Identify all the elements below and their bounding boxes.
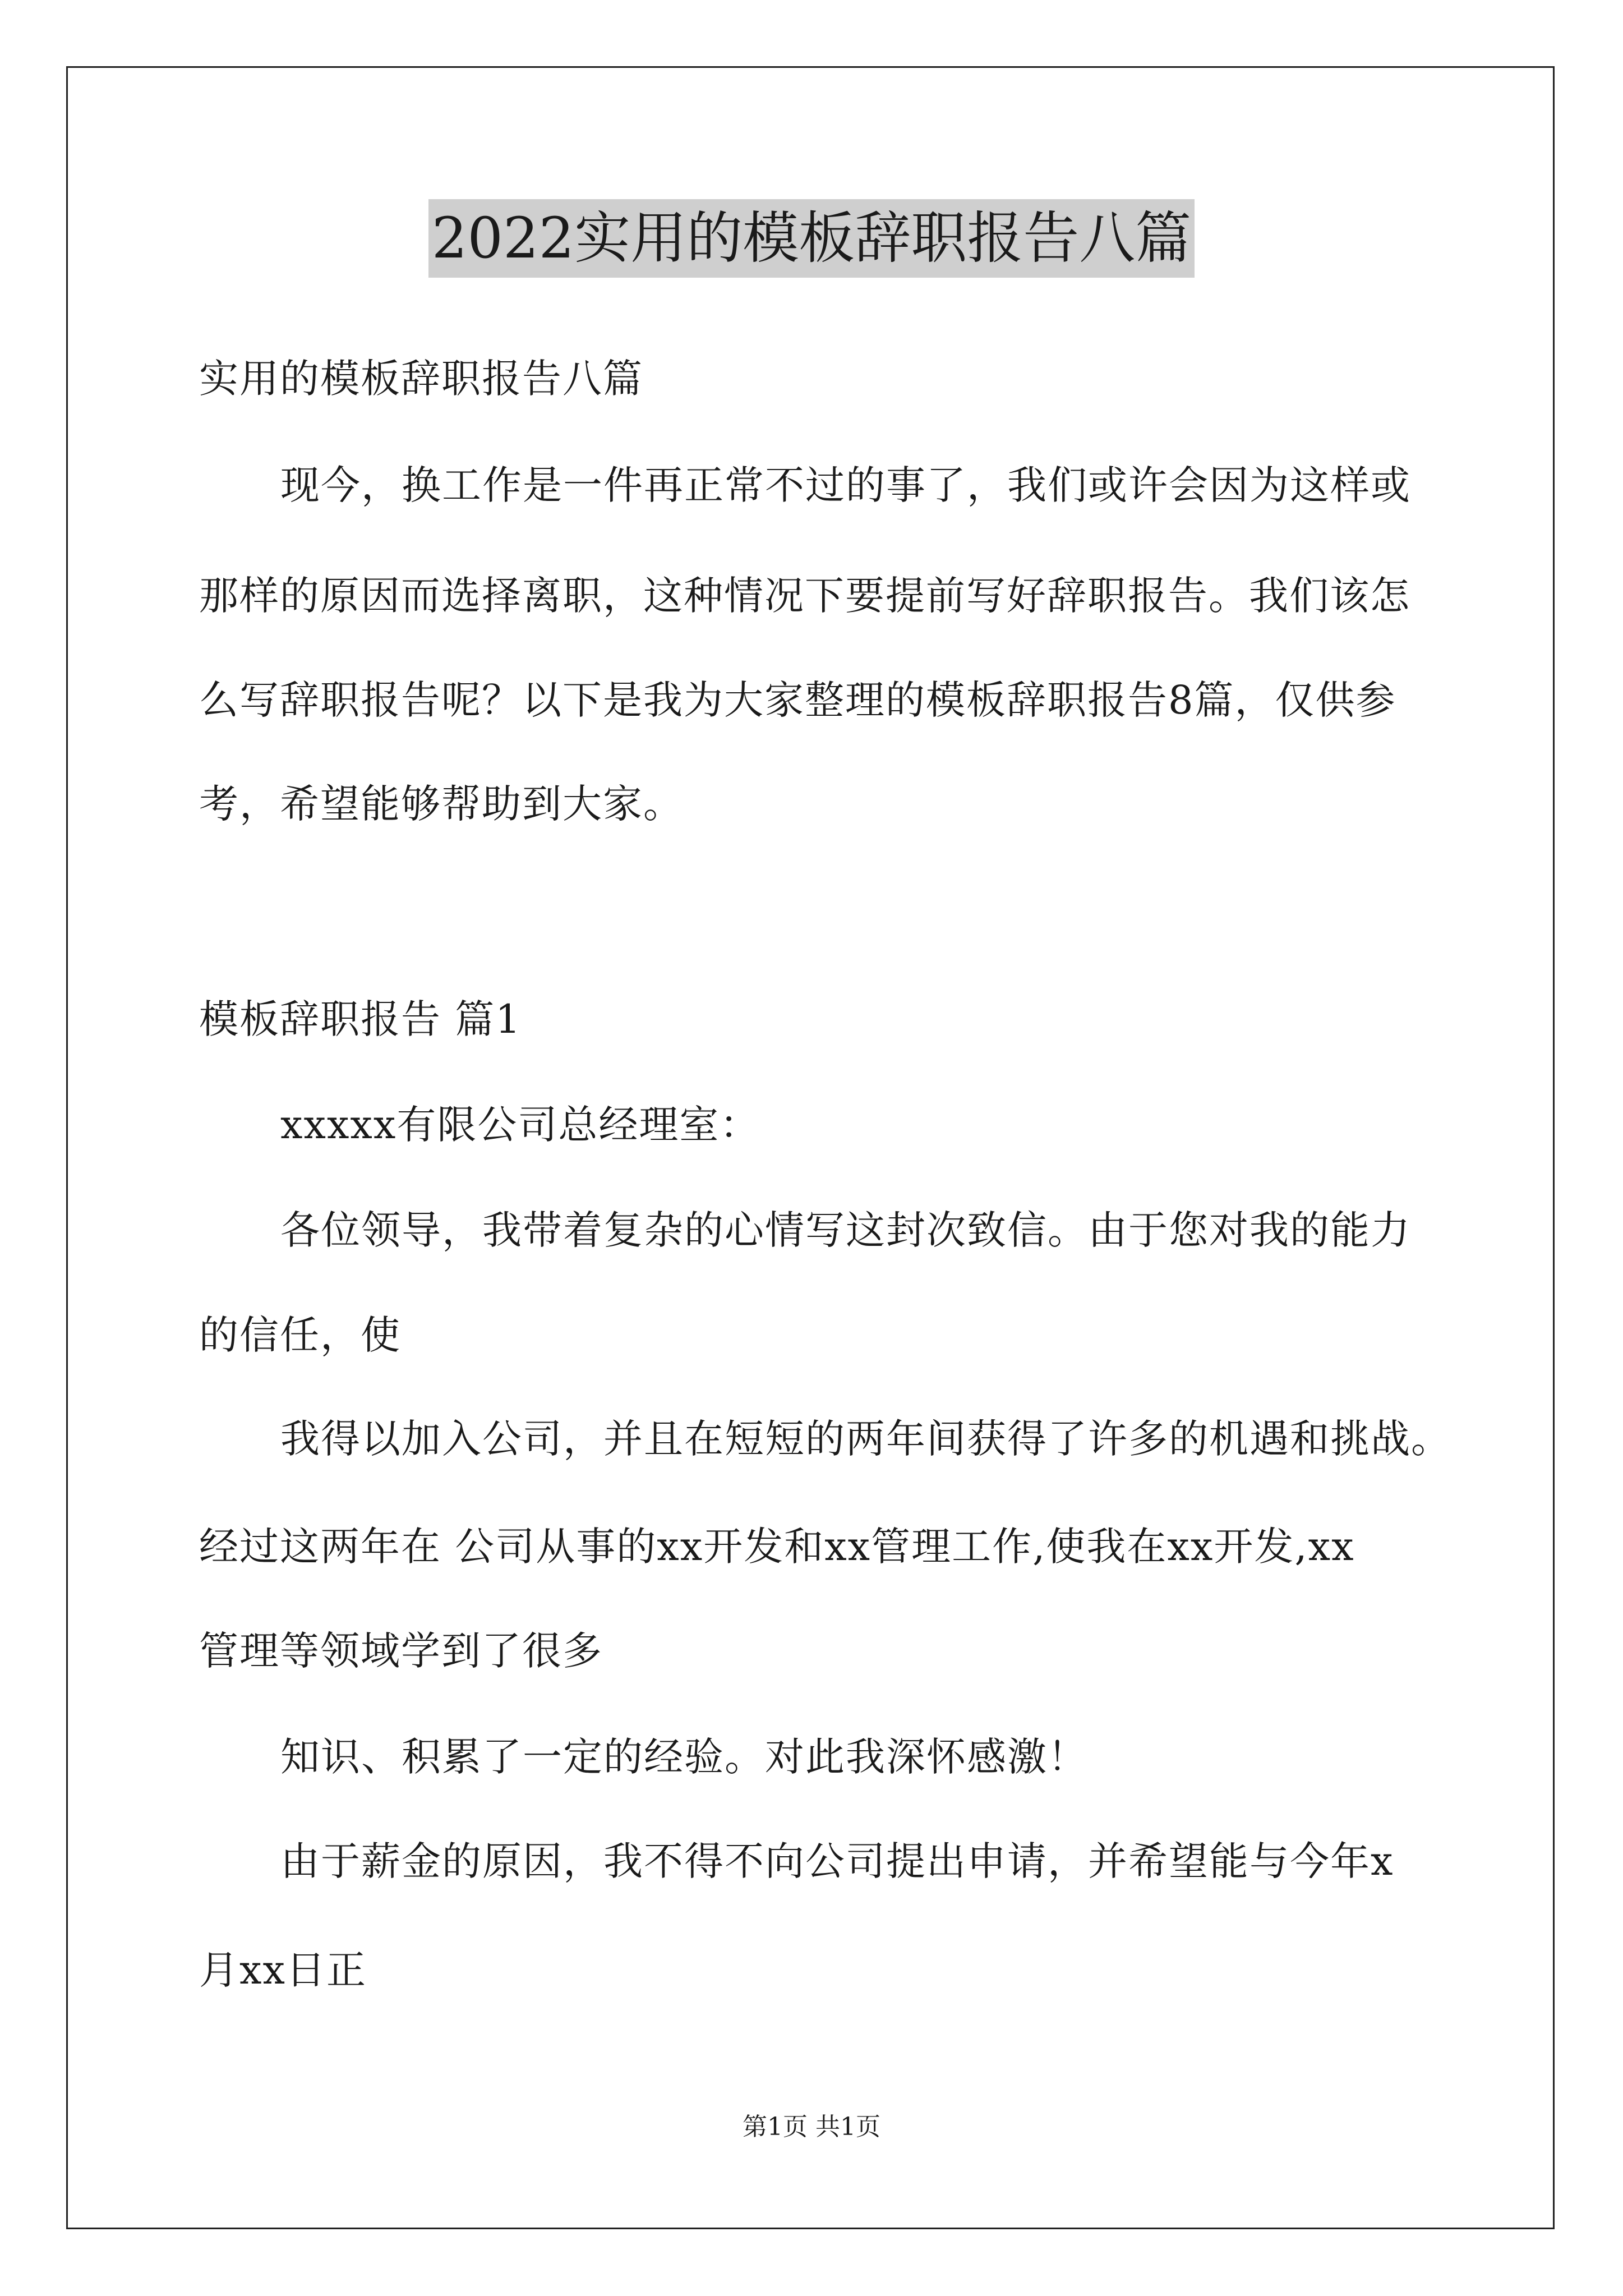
paragraph-line: 经过这两年在 公司从事的xx开发和xx管理工作,使我在xx开发,xx xyxy=(199,1524,1355,1570)
paragraph-line: 知识、积累了一定的经验。对此我深怀感激！ xyxy=(280,1734,1088,1780)
paragraph-line: 各位领导，我带着复杂的心情写这封次致信。由于您对我的能力 xyxy=(280,1207,1411,1253)
paragraph-line: 由于薪金的原因，我不得不向公司提出申请，并希望能与今年x xyxy=(280,1838,1394,1884)
subtitle-line: 实用的模板辞职报告八篇 xyxy=(199,356,643,402)
paragraph-line: 我得以加入公司，并且在短短的两年间获得了许多的机遇和挑战。 xyxy=(280,1416,1451,1462)
document-title: 2022实用的模板辞职报告八篇 xyxy=(428,199,1195,278)
paragraph-line: 么写辞职报告呢？以下是我为大家整理的模板辞职报告8篇，仅供参 xyxy=(199,677,1396,723)
paragraph-line: 的信任，使 xyxy=(199,1312,401,1358)
paragraph-line: 现今，换工作是一件再正常不过的事了，我们或许会因为这样或 xyxy=(280,462,1411,508)
paragraph-line: 月xx日正 xyxy=(199,1947,367,1993)
paragraph-line: 管理等领域学到了很多 xyxy=(199,1628,603,1674)
paragraph-line: 那样的原因而选择离职，这种情况下要提前写好辞职报告。我们该怎 xyxy=(199,573,1410,619)
title-container xyxy=(0,199,1623,278)
section-heading: 模板辞职报告 篇1 xyxy=(199,996,522,1042)
paragraph-line: 考，希望能够帮助到大家。 xyxy=(199,781,684,827)
page-footer: 第1页 共1页 xyxy=(743,2113,880,2141)
paragraph-line: xxxxx有限公司总经理室： xyxy=(280,1102,760,1148)
